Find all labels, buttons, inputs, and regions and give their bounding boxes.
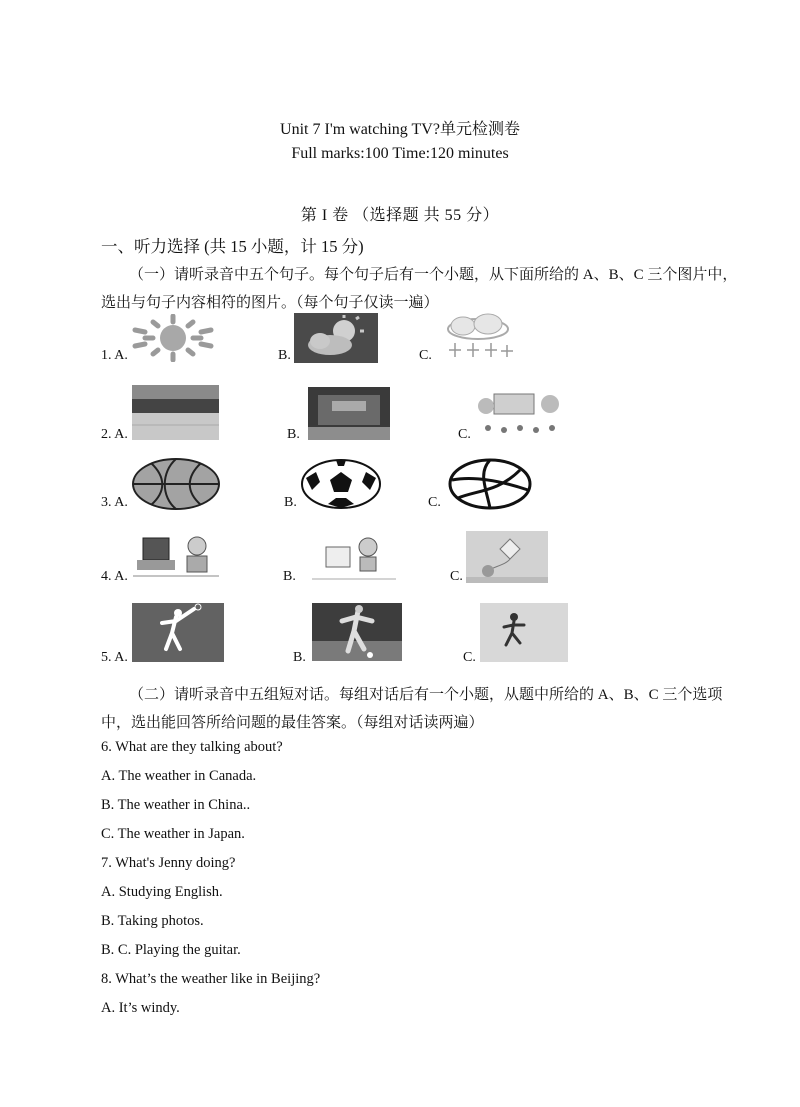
answer-option: B. C. Playing the guitar. [101, 942, 241, 958]
option-label: B. [284, 495, 297, 510]
instruction-line: （二）请听录音中五组短对话。每组对话后有一个小题，从题中所给的 A、B、C 三个选项 [129, 687, 723, 703]
park-scene-illustration [474, 388, 564, 440]
kite-illustration [466, 531, 548, 583]
building-photo [308, 387, 390, 440]
option-label: B. [283, 569, 296, 584]
partly-cloudy-icon [294, 313, 378, 363]
boy-watching-tv-illustration [133, 534, 219, 580]
option-label: C. [428, 495, 441, 510]
soccer-player-photo [312, 603, 402, 661]
volleyball-icon [448, 458, 532, 510]
option-label: B. [278, 348, 291, 363]
question-7: 7. What's Jenny doing? [101, 855, 236, 871]
option-label: C. [450, 569, 463, 584]
instruction-line: （一）请听录音中五个句子。每个句子后有一个小题，从下面所给的 A、B、C 三个图片中， [129, 267, 738, 283]
option-label: B. [293, 650, 306, 665]
option-label: 3. A. [101, 495, 128, 510]
option-label: 4. A. [101, 569, 128, 584]
snowy-cloud-icon [433, 313, 523, 363]
answer-option: B. Taking photos. [101, 913, 204, 929]
boy-drawing-illustration [312, 535, 396, 581]
ice-skater-photo [480, 603, 568, 662]
answer-option: B. The weather in China.. [101, 797, 251, 813]
option-label: C. [463, 650, 476, 665]
answer-option: A. The weather in Canada. [101, 768, 257, 784]
stadium-photo [132, 385, 219, 440]
part-heading: 第 I 卷 （选择题 共 55 分） [300, 207, 500, 224]
badminton-player-silhouette [132, 603, 224, 662]
document-subtitle: Full marks:100 Time:120 minutes [291, 145, 509, 162]
option-label: 5. A. [101, 650, 128, 665]
document-title: Unit 7 I'm watching TV?单元检测卷 [280, 121, 520, 138]
question-6: 6. What are they talking about? [101, 739, 283, 755]
question-8: 8. What’s the weather like in Beijing? [101, 971, 321, 987]
answer-option: C. The weather in Japan. [101, 826, 245, 842]
basketball-icon [131, 457, 221, 511]
option-label: 1. A. [101, 348, 128, 363]
option-label: B. [287, 427, 300, 442]
instruction-line: 选出与句子内容相符的图片。（每个句子仅读一遍） [101, 295, 439, 311]
instruction-line: 中，选出能回答所给问题的最佳答案。（每组对话读两遍） [101, 715, 484, 731]
answer-option: A. Studying English. [101, 884, 223, 900]
answer-option: A. It’s windy. [101, 1000, 180, 1016]
section-heading: 一、听力选择 (共 15 小题，计 15 分) [101, 237, 364, 256]
option-label: 2. A. [101, 427, 128, 442]
option-label: C. [458, 427, 471, 442]
option-label: C. [419, 348, 432, 363]
soccer-ball-icon [300, 458, 382, 510]
sun-icon [131, 314, 215, 362]
